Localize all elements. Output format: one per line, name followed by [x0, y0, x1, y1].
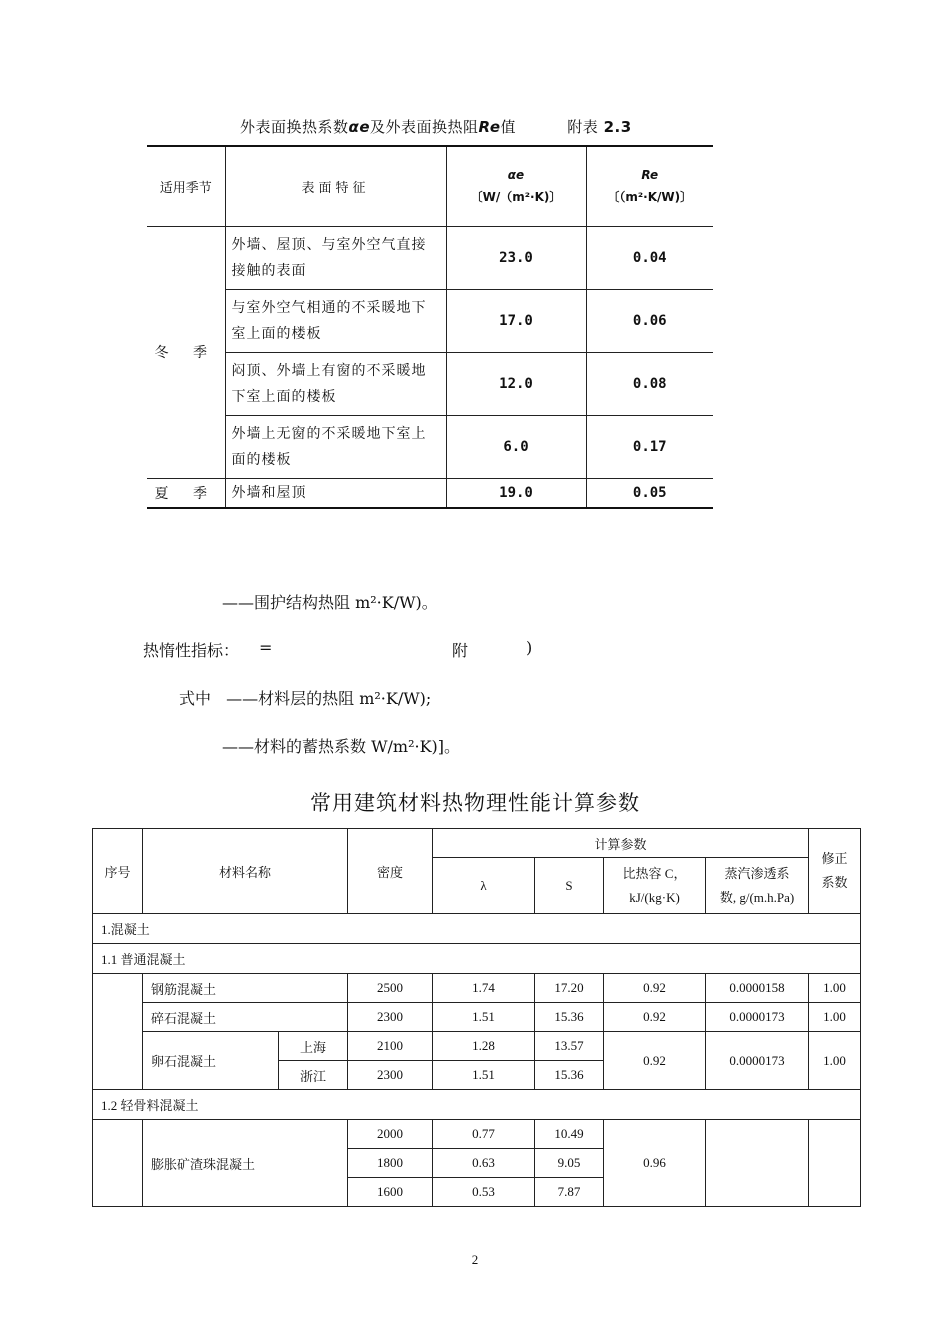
materials-table [92, 828, 861, 1207]
r-symbol: Re [641, 168, 659, 183]
alpha-symbol: αe [348, 118, 370, 136]
alpha-value: 6.0 [446, 415, 586, 478]
header-lambda: λ [433, 858, 535, 914]
header-feature: 表面特征 [225, 146, 446, 226]
table-row [93, 1032, 861, 1061]
s-value: 10.49 [535, 1120, 604, 1149]
summer-label: 夏 季 [147, 478, 225, 508]
alpha-value: 12.0 [446, 352, 586, 415]
table-reference: 附表 2.3 [567, 118, 632, 136]
alpha-value: 17.0 [446, 289, 586, 352]
header-alpha [446, 146, 586, 226]
header-season: 适用季节 [147, 146, 225, 226]
material-name: 卵石混凝土 [143, 1032, 279, 1090]
s-value: 15.36 [535, 1061, 604, 1090]
density-value: 2500 [348, 974, 433, 1003]
density-value: 2300 [348, 1061, 433, 1090]
winter-label: 冬 季 [147, 226, 225, 478]
equals-sign: = [259, 638, 273, 657]
r-value: 0.06 [586, 289, 713, 352]
s-value: 15.36 [535, 1003, 604, 1032]
caption-text: 值 [500, 118, 517, 136]
header-density: 密度 [348, 829, 433, 914]
material-name: 钢筋混凝土 [143, 974, 348, 1003]
density-value: 1800 [348, 1149, 433, 1178]
vapor-value [706, 1120, 809, 1207]
lambda-value: 1.28 [433, 1032, 535, 1061]
material-name: 膨胀矿渣珠混凝土 [143, 1120, 348, 1207]
heat-capacity-value: 0.92 [604, 1003, 706, 1032]
surface-feature: 外墙上无窗的不采暖地下室上面的楼板 [225, 415, 446, 478]
header-name: 材料名称 [143, 829, 348, 914]
alpha-value: 23.0 [446, 226, 586, 289]
origin-place: 上海 [279, 1032, 348, 1061]
section-lightweight-concrete: 1.2 轻骨料混凝土 [93, 1090, 861, 1120]
layer-resistance-def: ——材料层的热阻 m²·K/W); [226, 689, 432, 708]
table2-header-row [93, 829, 861, 858]
table1-header-row [147, 146, 713, 226]
formula-line-storage: ——材料的蓄热系数 W/m²·K)]。 [222, 737, 461, 756]
vapor-value: 0.0000173 [706, 1003, 809, 1032]
table-row [147, 226, 713, 289]
formula-line-where [179, 686, 431, 709]
header-correction: 修正 系数 [809, 829, 861, 914]
formula-line-inertia [143, 638, 533, 661]
header-s: S [535, 858, 604, 914]
table-row [147, 289, 713, 352]
lambda-value: 1.74 [433, 974, 535, 1003]
header-heat-capacity: 比热容 C， kJ/(kg·K) [604, 858, 706, 914]
table-row [147, 478, 713, 508]
header-calc-params: 计算参数 [433, 829, 809, 858]
appendix-ref: 附 [452, 641, 469, 660]
s-value: 9.05 [535, 1149, 604, 1178]
r-unit: 〔（m²·K/W)〕 [607, 190, 693, 205]
section-row [93, 1090, 861, 1120]
section-row [93, 914, 861, 944]
correction-value: 1.00 [809, 974, 861, 1003]
section-row [93, 944, 861, 974]
lambda-value: 1.51 [433, 1061, 535, 1090]
caption-text: 及外表面换热阻 [370, 118, 479, 136]
table1-caption [240, 116, 632, 137]
lambda-value: 0.53 [433, 1178, 535, 1207]
page-number: 2 [471, 1252, 479, 1267]
where-label: 式中 [179, 689, 212, 708]
s-value: 13.57 [535, 1032, 604, 1061]
table-row [147, 352, 713, 415]
formula-line-resistance: ——围护结构热阻 m²·K/W)。 [222, 593, 438, 612]
r-value: 0.17 [586, 415, 713, 478]
correction-value: 1.00 [809, 1032, 861, 1090]
heat-capacity-value: 0.92 [604, 974, 706, 1003]
section-concrete: 1.混凝土 [93, 914, 861, 944]
origin-place: 浙江 [279, 1061, 348, 1090]
density-value: 2000 [348, 1120, 433, 1149]
row-number [93, 1120, 143, 1207]
r-symbol: Re [478, 118, 501, 136]
s-value: 17.20 [535, 974, 604, 1003]
table-row [93, 1003, 861, 1032]
alpha-symbol: αe [507, 168, 525, 183]
r-value: 0.04 [586, 226, 713, 289]
density-value: 2300 [348, 1003, 433, 1032]
surface-feature: 与室外空气相通的不采暖地下室上面的楼板 [225, 289, 446, 352]
vapor-value: 0.0000158 [706, 974, 809, 1003]
caption-text: 外表面换热系数 [240, 118, 349, 136]
section-normal-concrete: 1.1 普通混凝土 [93, 944, 861, 974]
s-value: 7.87 [535, 1178, 604, 1207]
table-row [147, 415, 713, 478]
alpha-unit: 〔W/（m²·K)〕 [470, 190, 562, 205]
correction-value [809, 1120, 861, 1207]
header-r [586, 146, 713, 226]
density-value: 1600 [348, 1178, 433, 1207]
table-row [93, 974, 861, 1003]
heat-transfer-table [147, 145, 713, 509]
surface-feature: 外墙和屋顶 [225, 478, 446, 508]
lambda-value: 0.77 [433, 1120, 535, 1149]
row-number [93, 974, 143, 1090]
material-name: 碎石混凝土 [143, 1003, 348, 1032]
heat-capacity-value: 0.96 [604, 1120, 706, 1207]
table2-title: 常用建筑材料热物理性能计算参数 [310, 791, 640, 815]
correction-value: 1.00 [809, 1003, 861, 1032]
surface-feature: 闷顶、外墙上有窗的不采暖地下室上面的楼板 [225, 352, 446, 415]
r-value: 0.05 [586, 478, 713, 508]
density-value: 2100 [348, 1032, 433, 1061]
alpha-value: 19.0 [446, 478, 586, 508]
surface-feature: 外墙、屋顶、与室外空气直接接触的表面 [225, 226, 446, 289]
header-no: 序号 [93, 829, 143, 914]
closing-paren: ) [526, 638, 533, 657]
vapor-value: 0.0000173 [706, 1032, 809, 1090]
inertia-label: 热惰性指标： [143, 641, 240, 660]
lambda-value: 1.51 [433, 1003, 535, 1032]
header-vapor-permeability: 蒸汽渗透系 数, g/(m.h.Pa) [706, 858, 809, 914]
r-value: 0.08 [586, 352, 713, 415]
heat-capacity-value: 0.92 [604, 1032, 706, 1090]
lambda-value: 0.63 [433, 1149, 535, 1178]
table-row [93, 1120, 861, 1149]
